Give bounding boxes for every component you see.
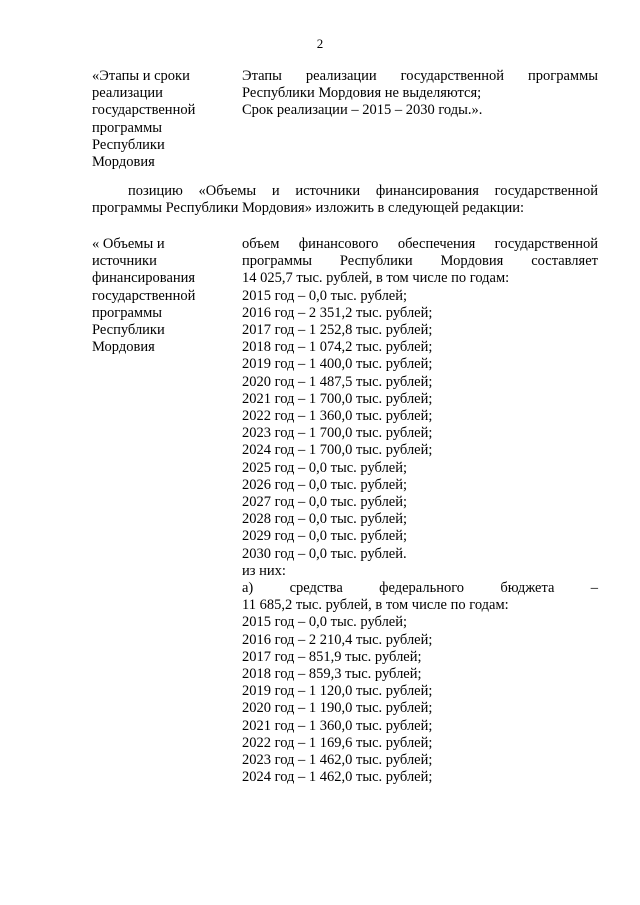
- funding-year-line: 2021 год – 1 700,0 тыс. рублей;: [242, 390, 433, 407]
- federal-year-line: 2020 год – 1 190,0 тыс. рублей;: [242, 700, 433, 717]
- funding-label-line: программы: [92, 304, 162, 321]
- stages-label: [92, 68, 232, 171]
- federal-year-line: 2016 год – 2 210,4 тыс. рублей;: [242, 631, 433, 648]
- funding-text-line: программы Республики Мордовия составляет: [242, 253, 598, 270]
- funding-text: [242, 236, 598, 787]
- federal-year-line: 2019 год – 1 120,0 тыс. рублей;: [242, 683, 433, 700]
- funding-year-line: 2016 год – 2 351,2 тыс. рублей;: [242, 304, 433, 321]
- federal-year-line: 2022 год – 1 169,6 тыс. рублей;: [242, 734, 433, 751]
- stages-text-line: Республики Мордовия не выделяются;: [242, 85, 482, 102]
- page-number: 2: [316, 36, 324, 51]
- funding-year-line: 2029 год – 0,0 тыс. рублей;: [242, 528, 408, 545]
- intro-line-1: позицию «Объемы и источники финансирования государственной: [128, 183, 598, 199]
- funding-year-line: 2019 год – 1 400,0 тыс. рублей;: [242, 356, 433, 373]
- funding-label-line: Мордовия: [92, 339, 155, 356]
- intro-line-2: программы Республики Мордовия» изложить в следующей редакции:: [92, 200, 525, 217]
- funding-label: [92, 236, 232, 356]
- stages-text-line: Срок реализации – 2015 – 2030 годы.».: [242, 102, 483, 119]
- funding-year-line: 2018 год – 1 074,2 тыс. рублей;: [242, 339, 433, 356]
- stages-text: [242, 68, 598, 120]
- federal-year-line: 2015 год – 0,0 тыс. рублей;: [242, 614, 408, 631]
- stages-label-line: «Этапы и сроки: [92, 68, 190, 84]
- stages-label-line: Республики: [92, 136, 165, 153]
- funding-text-line: 14 025,7 тыс. рублей, в том числе по годам:: [242, 270, 510, 287]
- funding-year-line: 2024 год – 1 700,0 тыс. рублей;: [242, 442, 433, 459]
- stages-label-line: Мордовия: [92, 154, 155, 171]
- federal-budget-total: 11 685,2 тыс. рублей, в том числе по годам:: [242, 597, 509, 614]
- federal-budget-line: а) средства федерального бюджета –: [242, 580, 598, 597]
- funding-label-line: государственной: [92, 287, 196, 304]
- stages-label-line: программы: [92, 119, 162, 136]
- funding-label-line: источники: [92, 253, 157, 270]
- funding-year-line: 2030 год – 0,0 тыс. рублей.: [242, 545, 407, 562]
- stages-text-line: Этапы реализации государственной программы: [242, 68, 598, 84]
- funding-subheading: из них:: [242, 562, 286, 579]
- funding-label-line: Республики: [92, 322, 165, 339]
- funding-year-line: 2023 год – 1 700,0 тыс. рублей;: [242, 425, 433, 442]
- funding-label-line: « Объемы и: [92, 236, 165, 252]
- funding-year-line: 2022 год – 1 360,0 тыс. рублей;: [242, 408, 433, 425]
- funding-text-line: объем финансового обеспечения государственной: [242, 236, 598, 252]
- federal-year-line: 2017 год – 851,9 тыс. рублей;: [242, 648, 422, 665]
- funding-year-line: 2027 год – 0,0 тыс. рублей;: [242, 494, 408, 511]
- funding-year-line: 2020 год – 1 487,5 тыс. рублей;: [242, 373, 433, 390]
- stages-label-line: реализации: [92, 85, 163, 102]
- funding-label-line: финансирования: [92, 270, 196, 287]
- federal-year-line: 2018 год – 859,3 тыс. рублей;: [242, 666, 422, 683]
- funding-year-line: 2028 год – 0,0 тыс. рублей;: [242, 511, 408, 528]
- stages-label-line: государственной: [92, 102, 196, 119]
- funding-year-line: 2026 год – 0,0 тыс. рублей;: [242, 476, 408, 493]
- federal-year-line: 2021 год – 1 360,0 тыс. рублей;: [242, 717, 433, 734]
- federal-year-line: 2023 год – 1 462,0 тыс. рублей;: [242, 752, 433, 769]
- funding-year-line: 2017 год – 1 252,8 тыс. рублей;: [242, 322, 433, 339]
- federal-year-line: 2024 год – 1 462,0 тыс. рублей;: [242, 769, 433, 786]
- funding-year-line: 2025 год – 0,0 тыс. рублей;: [242, 459, 408, 476]
- funding-year-line: 2015 год – 0,0 тыс. рублей;: [242, 287, 408, 304]
- intro-paragraph: [92, 183, 598, 217]
